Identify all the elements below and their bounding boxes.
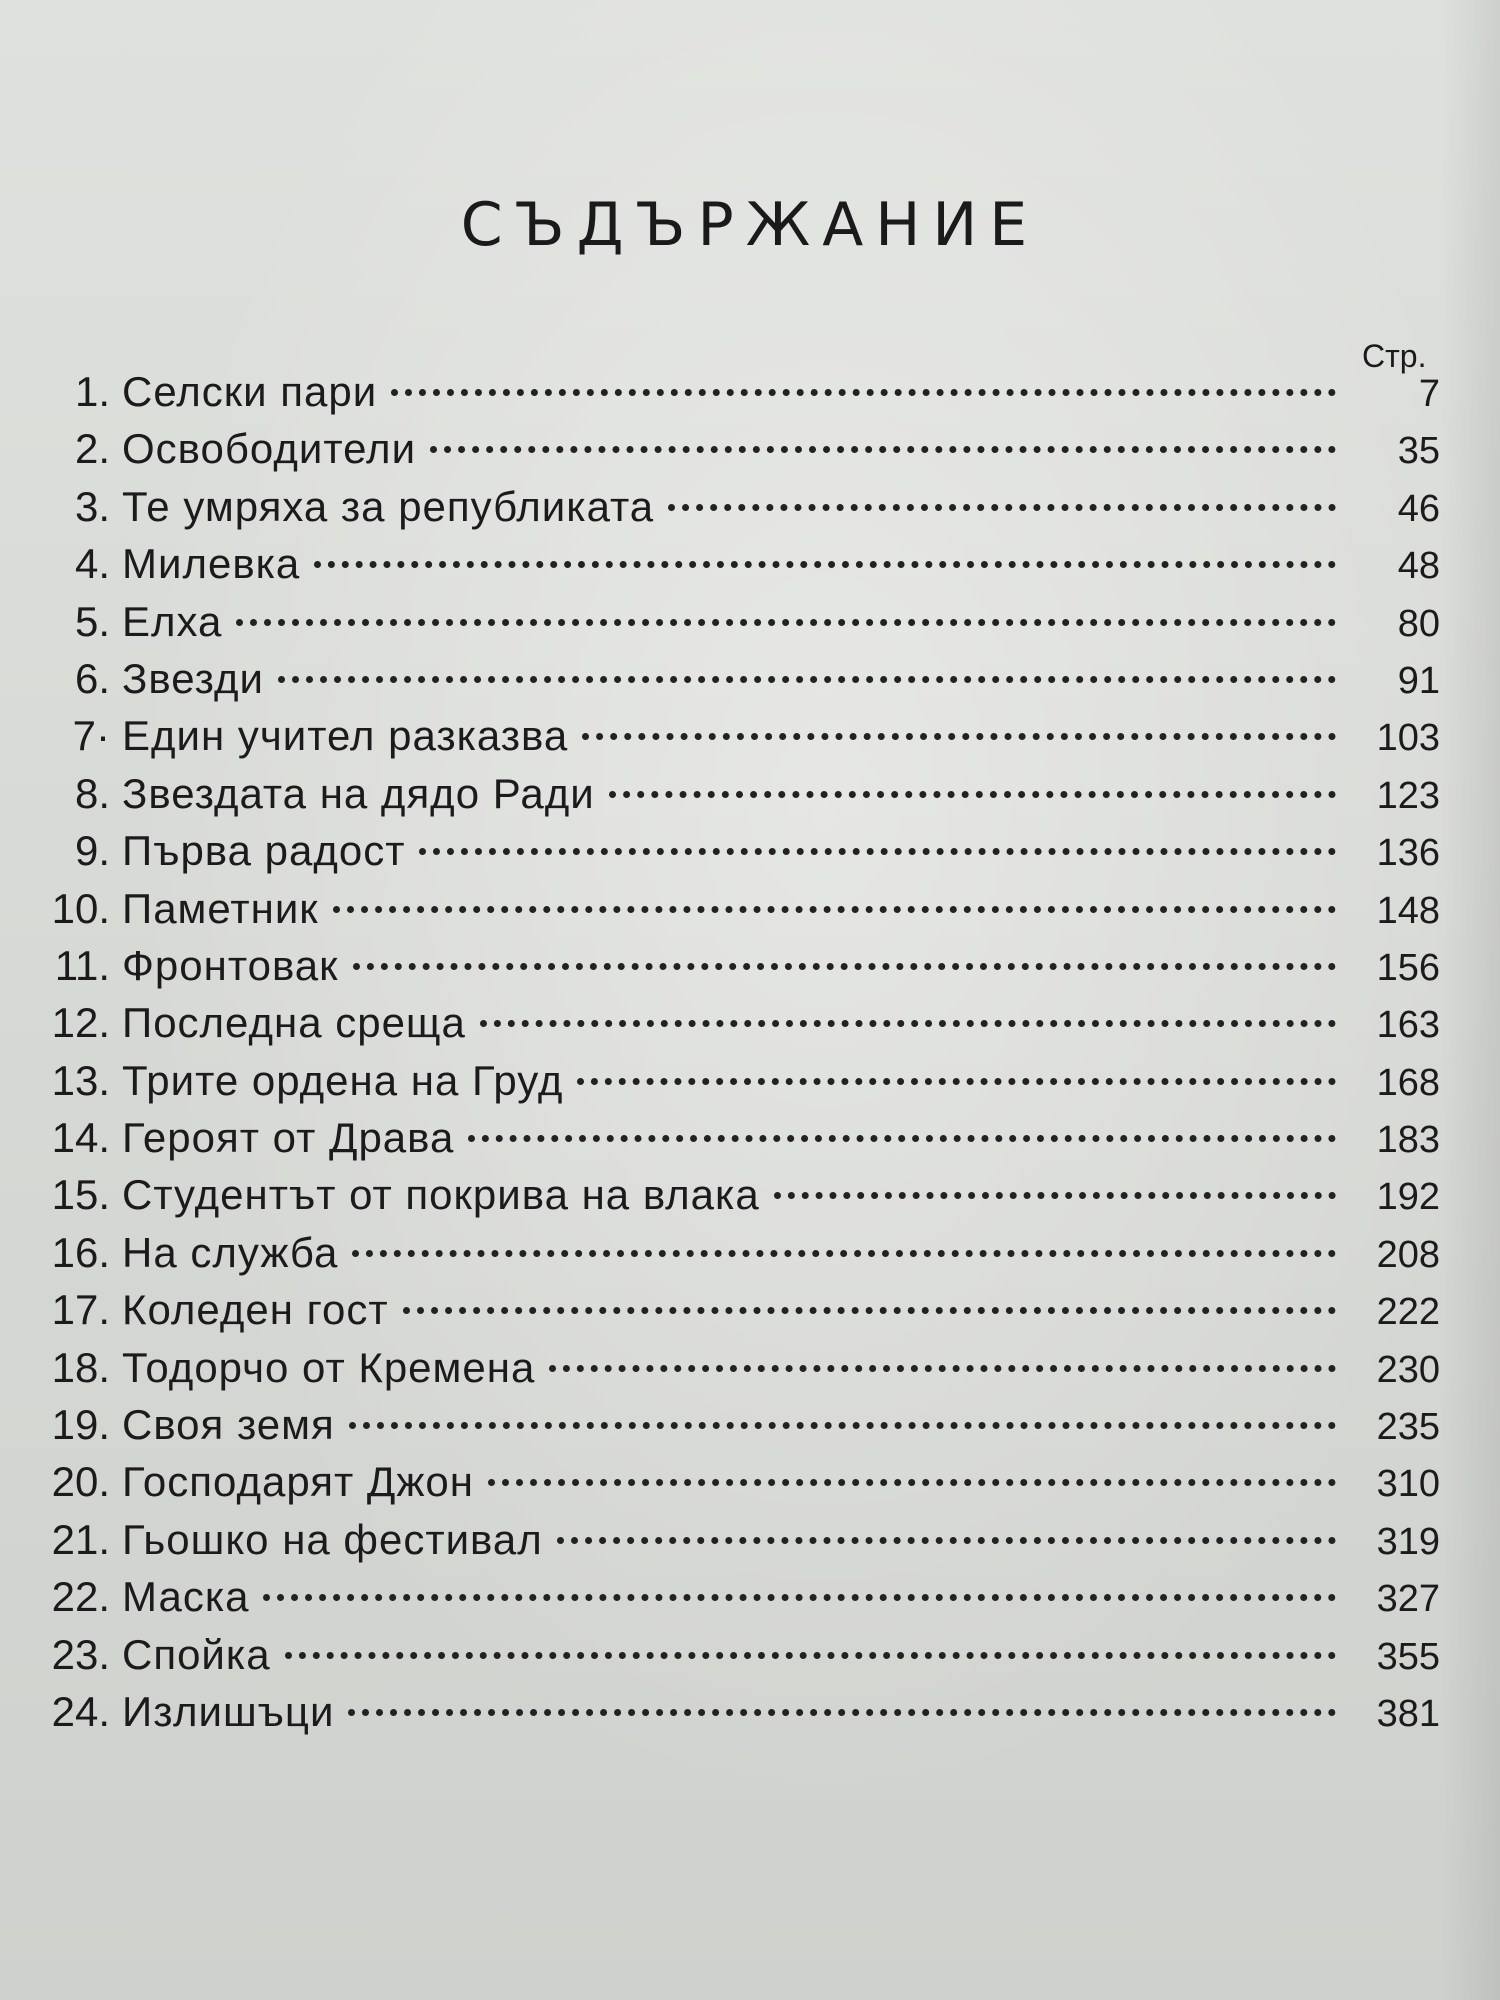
toc-entry <box>40 1171 1440 1228</box>
page-edge-shadow <box>1440 0 1500 2000</box>
toc-entry <box>40 1229 1440 1286</box>
toc-entry <box>40 1631 1440 1688</box>
toc-entry-title: Първа радост <box>122 827 406 875</box>
toc-entry <box>40 999 1440 1056</box>
toc-entry-title: Един учител разказва <box>122 712 569 760</box>
toc-entry-title: Студентът от покрива на влака <box>122 1171 760 1219</box>
toc-entry <box>40 942 1440 999</box>
dot-leader <box>403 1307 1336 1314</box>
toc-entry-number: 12. <box>51 999 110 1047</box>
toc-entry <box>40 1114 1440 1171</box>
toc-entry-number: 15. <box>51 1171 110 1219</box>
dot-leader <box>430 446 1336 453</box>
toc-entry <box>40 1401 1440 1458</box>
toc-entry-page: 222 <box>1376 1291 1440 1334</box>
toc-entry-number: 11. <box>54 941 110 989</box>
toc-entry-title: Селски пари <box>122 368 378 415</box>
toc-entry-title: Своя земя <box>122 1401 335 1449</box>
dot-leader <box>582 733 1336 740</box>
toc-entry-number: 24. <box>51 1687 110 1735</box>
toc-entry-page: 183 <box>1376 1119 1440 1162</box>
toc-entry-page: 123 <box>1376 774 1440 817</box>
toc-entry-number: 3. <box>74 482 110 530</box>
toc-entry-title: Излишъци <box>122 1687 335 1735</box>
dot-leader <box>263 1594 1336 1601</box>
toc-entry-title: Милевка <box>122 540 301 588</box>
toc-entry-number: 2. <box>74 425 110 473</box>
toc-entry-title: Освободители <box>122 425 417 473</box>
dot-leader <box>391 389 1336 396</box>
toc-entry-number: 21. <box>51 1515 110 1563</box>
toc-entry-page: 136 <box>1376 832 1440 875</box>
toc-entry-number: 17. <box>51 1286 110 1334</box>
toc-entry-page: 148 <box>1376 889 1440 932</box>
contents-heading: СЪДЪРЖАНИЕ <box>460 190 1040 260</box>
toc-entry <box>40 483 1440 540</box>
dot-leader <box>668 504 1336 511</box>
dot-leader <box>333 906 1336 913</box>
toc-entry-number: 10. <box>51 884 110 932</box>
toc-entry <box>40 1573 1440 1630</box>
dot-leader <box>488 1479 1336 1486</box>
toc-entry-number: 22. <box>51 1573 110 1621</box>
toc-entry-page: 208 <box>1376 1233 1440 1276</box>
toc-entry-number: 7· <box>72 712 110 760</box>
toc-entry <box>40 1458 1440 1515</box>
dot-leader <box>278 676 1336 683</box>
toc-entry-title: На служба <box>122 1228 339 1276</box>
dot-leader <box>349 1422 1336 1429</box>
toc-entry <box>40 1688 1440 1745</box>
toc-entry-title: Звездата на дядо Ради <box>122 769 595 817</box>
toc-entry-title: Коледен гост <box>122 1286 389 1334</box>
toc-entry <box>40 712 1440 769</box>
toc-entry-page: 230 <box>1376 1348 1440 1391</box>
toc-entry <box>40 1516 1440 1573</box>
toc-entry-title: Звезди <box>122 654 264 702</box>
toc-entry-number: 19. <box>51 1401 110 1449</box>
toc-entry-number: 14. <box>51 1114 110 1162</box>
toc-entry-title: Те умряха за републиката <box>122 482 655 530</box>
dot-leader <box>314 561 1336 568</box>
table-of-contents <box>40 368 1440 1745</box>
toc-entry-page: 319 <box>1376 1520 1440 1563</box>
toc-entry <box>40 598 1440 655</box>
toc-entry-title: Спойка <box>122 1630 271 1678</box>
toc-entry-page: 80 <box>1397 602 1440 645</box>
dot-leader <box>353 963 1336 970</box>
toc-entry <box>40 770 1440 827</box>
toc-entry <box>40 425 1440 482</box>
toc-entry-page: 156 <box>1376 946 1440 989</box>
toc-entry <box>40 885 1440 942</box>
toc-entry-page: 35 <box>1397 430 1440 473</box>
toc-entry <box>40 655 1440 712</box>
toc-entry-number: 23. <box>51 1630 110 1678</box>
toc-entry-page: 327 <box>1376 1578 1440 1621</box>
toc-entry-number: 9. <box>74 827 110 875</box>
toc-entry-number: 4. <box>74 540 110 588</box>
toc-entry <box>40 1286 1440 1343</box>
toc-entry-number: 8. <box>74 769 110 817</box>
toc-entry-title: Трите ордена на Груд <box>122 1056 564 1104</box>
dot-leader <box>236 619 1336 626</box>
toc-entry <box>40 368 1440 425</box>
toc-entry-page: 381 <box>1376 1692 1440 1735</box>
dot-leader <box>352 1250 1336 1257</box>
toc-entry-title: Гьошко на фестивал <box>122 1515 543 1563</box>
dot-leader <box>480 1020 1336 1027</box>
toc-entry-number: 16. <box>51 1228 110 1276</box>
toc-entry-page: 355 <box>1376 1635 1440 1678</box>
dot-leader <box>609 791 1336 798</box>
toc-entry <box>40 1057 1440 1114</box>
toc-entry-page: 48 <box>1397 545 1440 588</box>
toc-entry-page: 168 <box>1376 1061 1440 1104</box>
toc-entry-page: 192 <box>1376 1176 1440 1219</box>
dot-leader <box>348 1709 1336 1716</box>
toc-entry-title: Последна среща <box>122 999 466 1047</box>
dot-leader <box>774 1192 1336 1199</box>
toc-entry-page: 103 <box>1376 717 1440 760</box>
toc-entry-title: Паметник <box>122 884 319 932</box>
toc-entry-title: Тодорчо от Кремена <box>122 1343 536 1391</box>
toc-entry-page: 91 <box>1397 659 1440 702</box>
toc-entry-title: Господарят Джон <box>122 1458 474 1506</box>
toc-entry <box>40 1344 1440 1401</box>
toc-entry <box>40 827 1440 884</box>
dot-leader <box>468 1135 1336 1142</box>
toc-entry-number: 6. <box>74 654 110 702</box>
toc-entry-title: Фронтовак <box>122 941 339 989</box>
page-column-label: Стр. <box>1362 338 1427 374</box>
toc-entry-title: Героят от Драва <box>122 1114 455 1162</box>
toc-entry-page: 310 <box>1376 1463 1440 1506</box>
toc-entry-number: 5. <box>74 597 110 645</box>
toc-entry-title: Елха <box>122 597 223 645</box>
toc-entry-page: 235 <box>1376 1406 1440 1449</box>
toc-entry <box>40 540 1440 597</box>
toc-entry-title: Маска <box>122 1573 250 1621</box>
dot-leader <box>577 1078 1336 1085</box>
toc-entry-number: 13. <box>51 1056 110 1104</box>
toc-entry-number: 18. <box>51 1343 110 1391</box>
dot-leader <box>285 1652 1336 1659</box>
dot-leader <box>419 848 1336 855</box>
toc-entry-page: 7 <box>1418 373 1440 415</box>
toc-entry-number: 1. <box>74 368 110 415</box>
toc-entry-page: 163 <box>1376 1004 1440 1047</box>
toc-entry-page: 46 <box>1397 487 1440 530</box>
toc-entry-number: 20. <box>51 1458 110 1506</box>
dot-leader <box>549 1365 1336 1372</box>
dot-leader <box>557 1537 1336 1544</box>
